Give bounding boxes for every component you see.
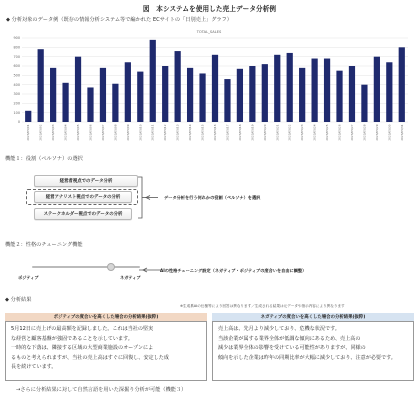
x-tick-label: 2023/05/28 [362,124,367,141]
bar [87,87,93,122]
x-tick-label: 2023/05/29 [374,124,379,141]
bar [75,57,81,122]
bar [224,79,230,122]
positive-line: 長を続けています。 [11,364,57,371]
bar [125,62,131,122]
bar [162,66,168,122]
positive-line: な経営と顧客基盤が強固であることを示しています。 [11,335,133,342]
x-tick-label: 2023/05/05 [76,124,81,141]
positive-result-panel [5,321,207,381]
bar [100,68,106,122]
x-tick-label: 2023/05/20 [262,124,267,141]
x-tick-label: 2023/05/03 [51,124,56,141]
y-tick-label: 400 [13,82,20,87]
bar [287,53,293,122]
bar [237,69,243,122]
x-tick-label: 2023/05/11 [150,124,155,141]
bar [112,84,118,122]
y-tick-label: 800 [13,45,20,50]
bar [25,111,31,122]
section-function2: 機能２：性格のチューニング機能 [5,242,83,248]
page-title: 図 本システムを使用した売上データ分析例 [142,5,277,13]
bar [62,83,68,122]
y-tick-label: 100 [13,110,20,115]
bar [212,55,218,122]
x-tick-label: 2023/05/23 [300,124,305,141]
bar [199,73,205,122]
persona-button-executive[interactable]: 経営者視点でのデータ分析 [34,175,138,187]
x-tick-label: 2023/05/08 [113,124,118,141]
bar [361,85,367,122]
persona-annotation: データ分析を行う何れかの役割（ペルソナ）を選択 [164,195,261,200]
positive-line: 一時的な下落は、隣接する区域の大型商業施設のオープンによ [11,345,154,352]
x-tick-label: 2023/05/10 [138,124,143,141]
bar [374,57,380,122]
negative-result-header: ネガティブの度合いを高くした場合の分析結果(抜粋) [212,313,414,321]
x-tick-label: 2023/05/13 [175,124,180,141]
bar [386,62,392,122]
bar [349,66,355,122]
positive-line: 5月12日に売上げの最高額を記録しました。これは当社の堅実 [11,326,154,332]
bar [274,55,280,122]
chart-title: TOTAL_SALES [196,30,222,34]
x-tick-label: 2023/05/01 [26,124,31,141]
tuning-slider-knob[interactable] [107,263,115,271]
x-tick-label: 2023/05/02 [38,124,43,141]
bar [324,59,330,122]
footer-note: →さらに分析結果に対して自然言語を用いた深掘り分析が可能（機能３） [16,387,187,393]
bar [249,66,255,122]
negative-result-text [218,325,408,363]
bar [38,49,44,122]
bar [262,64,268,122]
x-tick-label: 2023/05/14 [188,124,193,141]
x-tick-label: 2023/05/04 [63,124,68,141]
persona-button-stakeholder[interactable]: ステークホルダー視点でのデータの分析 [34,208,132,220]
x-tick-label: 2023/05/31 [399,124,404,141]
section-function1: 機能１：役割（ペルソナ）の選択 [5,156,83,162]
bar [137,72,143,122]
bar [312,59,318,122]
x-tick-label: 2023/05/24 [312,124,317,141]
negative-result-panel [212,321,414,381]
bar [150,40,156,122]
bar [299,68,305,122]
positive-result-header: ポジティブの度合いを高くした場合の分析結果(抜粋) [5,313,207,321]
y-tick-label: 600 [13,64,20,69]
x-tick-label: 2023/05/26 [337,124,342,141]
y-tick-label: 200 [13,101,20,106]
x-tick-label: 2023/05/06 [88,124,93,141]
negative-line: 傾向を示した企業は昨年の同期比率が大幅に減少しており、注意が必要です。 [218,354,396,361]
bar [399,47,405,122]
tuning-right-label: ネガティブ [120,275,141,280]
bar [336,71,342,122]
negative-line: 当該企業が属する業界全体が低調な傾向にあるため、売上高の [218,335,361,342]
sales-bar-chart [6,36,412,144]
y-tick-label: 0 [17,120,20,125]
x-tick-label: 2023/05/25 [325,124,330,141]
x-tick-label: 2023/05/07 [100,124,105,141]
x-tick-label: 2023/05/09 [125,124,130,141]
positive-result-text [11,325,201,373]
bar [175,51,181,122]
x-tick-label: 2023/05/16 [213,124,217,141]
y-tick-label: 500 [13,73,20,78]
x-tick-label: 2023/05/12 [163,124,168,141]
x-tick-label: 2023/05/22 [287,124,292,141]
negative-line: 減少は業界全体の影響を受けている可能性がありますが、同様の [218,345,366,352]
tuning-slider-track[interactable] [32,266,140,268]
persona-button-analyst[interactable]: 経営アナリスト視点でのデータの分析 [34,191,132,203]
x-tick-label: 2023/05/21 [275,124,280,141]
x-tick-label: 2023/05/17 [225,124,230,141]
x-tick-label: 2023/05/27 [349,124,354,141]
results-note: ※生成系AIの仕様等により回答は異なります／生成される結果は元データや指示内容により異なります [180,304,345,308]
y-tick-label: 700 [13,54,20,59]
bar [50,68,56,122]
y-tick-label: 300 [13,92,20,97]
bar [187,68,193,122]
section-data-example: ◆ 分析対象のデータ例（既存の情報分析システム等で編かれた ECサイトの「日別売上」グラフ） [6,17,232,23]
x-tick-label: 2023/05/19 [250,124,255,141]
positive-line: るものと考えられますが、当社の売上高はすぐに回復し、安定した成 [11,354,169,361]
x-tick-label: 2023/05/30 [387,124,392,141]
persona-bracket-arrow-icon [136,176,164,220]
section-results: ◆ 分析結果 [5,297,32,303]
negative-line: 売上高は、先月より減少しており、危機な状況です。 [218,326,340,332]
y-tick-label: 900 [13,36,20,41]
x-tick-label: 2023/05/18 [237,124,242,141]
tuning-annotation: AIの性格チューニング設定（ネガティブ・ポジティブの度合いを自由に調整） [160,268,307,273]
tuning-left-label: ポジティブ [18,275,39,280]
x-tick-label: 2023/05/15 [200,124,205,141]
